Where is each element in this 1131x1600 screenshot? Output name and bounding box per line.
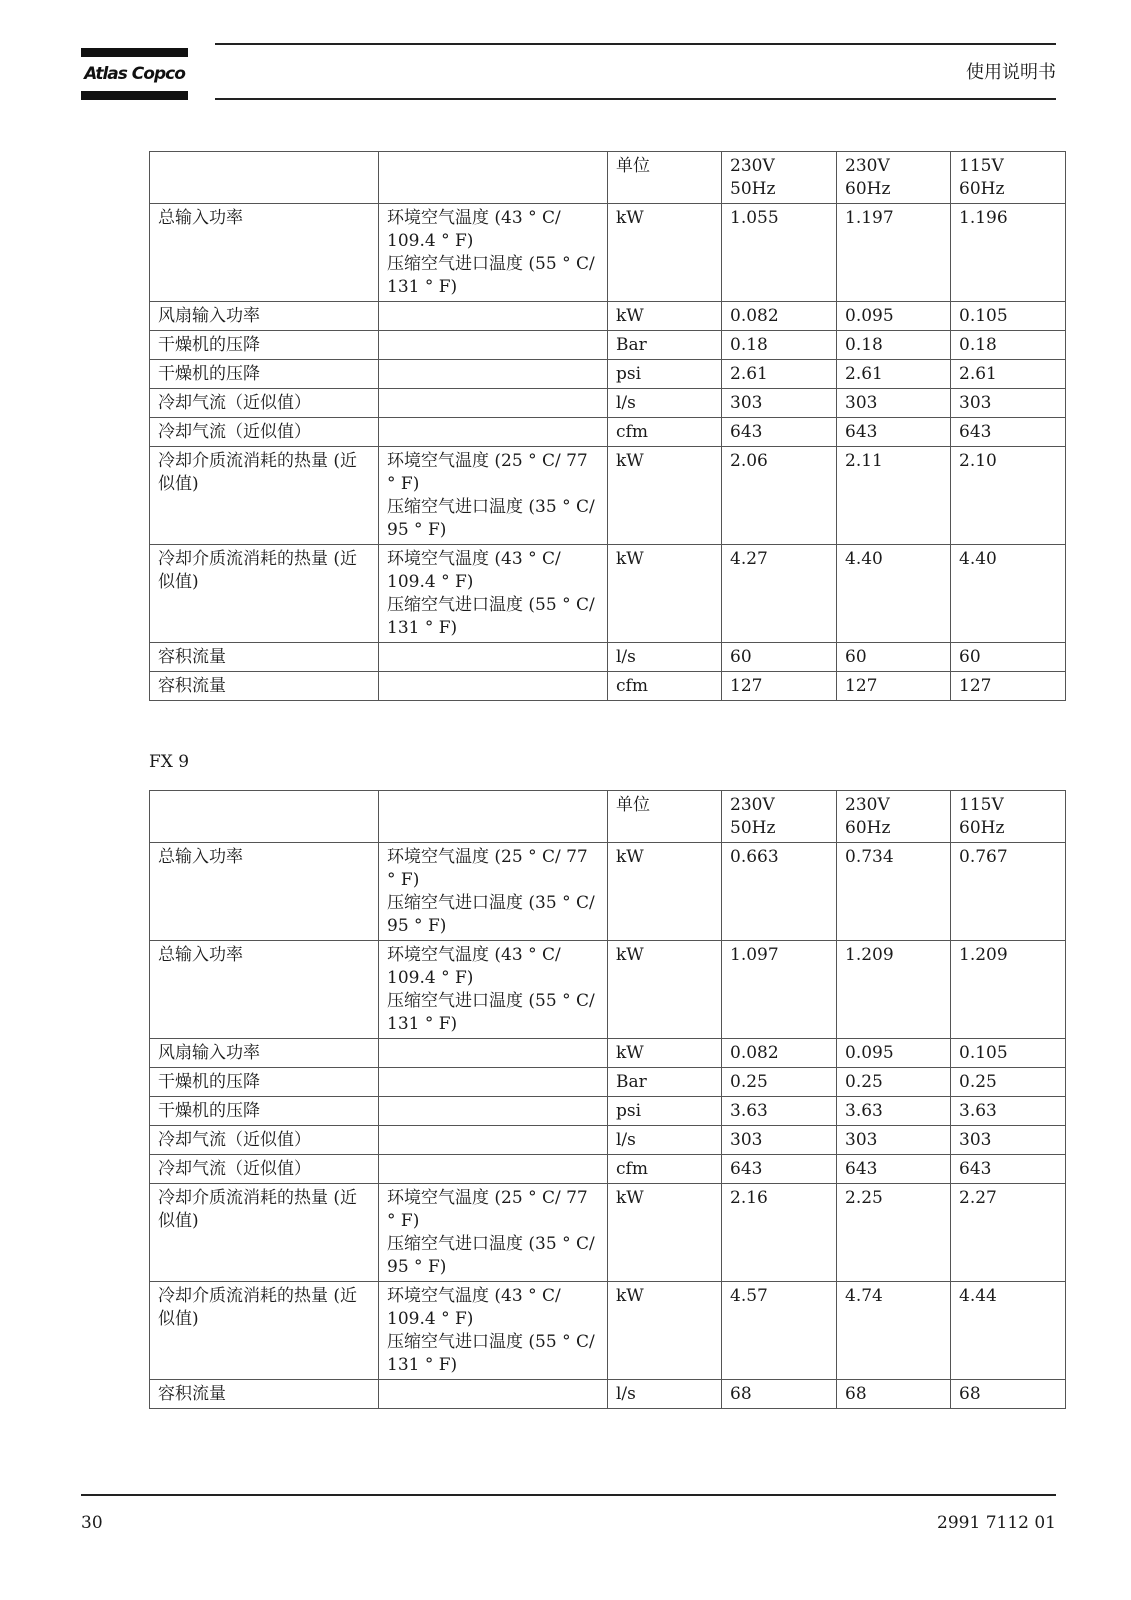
table-cell: 0.082 <box>722 1039 837 1068</box>
table-cell <box>379 643 608 672</box>
table-cell: 1.197 <box>837 204 951 302</box>
table-row <box>150 1184 1066 1282</box>
table-cell: psi <box>608 360 722 389</box>
header-cell: 230V 50Hz <box>722 152 837 204</box>
table-cell: 0.18 <box>837 331 951 360</box>
header-cell <box>379 791 608 843</box>
table-cell: 303 <box>837 1126 951 1155</box>
table-cell: 4.40 <box>837 545 951 643</box>
table-cell: 303 <box>722 1126 837 1155</box>
table-cell: 643 <box>722 1155 837 1184</box>
table-cell: 冷却气流（近似值） <box>150 1155 379 1184</box>
table-row <box>150 843 1066 941</box>
table-cell: 68 <box>722 1380 837 1409</box>
table-cell <box>379 360 608 389</box>
table-cell: 环境空气温度 (43 ° C/ 109.4 ° F) 压缩空气进口温度 (55 ° C/ 131 ° F) <box>379 545 608 643</box>
table-cell: 4.27 <box>722 545 837 643</box>
table-row <box>150 447 1066 545</box>
table-cell: cfm <box>608 1155 722 1184</box>
table-cell: 2.06 <box>722 447 837 545</box>
table-cell: 1.209 <box>951 941 1066 1039</box>
table-cell: kW <box>608 1039 722 1068</box>
table-cell <box>379 389 608 418</box>
footer-rule <box>81 1494 1056 1496</box>
table-cell: 总输入功率 <box>150 204 379 302</box>
table-cell: 3.63 <box>951 1097 1066 1126</box>
table-row <box>150 941 1066 1039</box>
table-cell: 68 <box>951 1380 1066 1409</box>
table-cell: 环境空气温度 (43 ° C/ 109.4 ° F) 压缩空气进口温度 (55 ° C/ 131 ° F) <box>379 941 608 1039</box>
table-header-row <box>150 791 1066 843</box>
table-cell: 2.10 <box>951 447 1066 545</box>
table-row <box>150 1155 1066 1184</box>
header-cell: 230V 60Hz <box>837 152 951 204</box>
table-cell: kW <box>608 1184 722 1282</box>
table-row <box>150 204 1066 302</box>
table-cell <box>379 1380 608 1409</box>
table-cell <box>379 672 608 701</box>
table-cell: 0.18 <box>951 331 1066 360</box>
table-row <box>150 545 1066 643</box>
table-cell: cfm <box>608 672 722 701</box>
table-cell: 60 <box>837 643 951 672</box>
table-cell: 2.11 <box>837 447 951 545</box>
table-cell: 冷却介质流消耗的热量 (近似值) <box>150 1184 379 1282</box>
table-cell: 4.44 <box>951 1282 1066 1380</box>
table-cell: 68 <box>837 1380 951 1409</box>
table-cell: 1.196 <box>951 204 1066 302</box>
table-cell: 0.25 <box>722 1068 837 1097</box>
table-cell: 643 <box>951 418 1066 447</box>
table-cell: 0.105 <box>951 1039 1066 1068</box>
table-cell: 643 <box>837 418 951 447</box>
table-cell: 干燥机的压降 <box>150 1068 379 1097</box>
table-cell: 干燥机的压降 <box>150 1097 379 1126</box>
table-cell <box>379 1039 608 1068</box>
header-cell: 230V 60Hz <box>837 791 951 843</box>
table-cell: 3.63 <box>837 1097 951 1126</box>
atlas-copco-logo <box>81 48 188 100</box>
table-cell: 4.57 <box>722 1282 837 1380</box>
table-cell: 风扇输入功率 <box>150 302 379 331</box>
table-row <box>150 643 1066 672</box>
table-cell: 环境空气温度 (25 ° C/ 77 ° F) 压缩空气进口温度 (35 ° C/ 95 ° F) <box>379 843 608 941</box>
table-cell: 0.25 <box>951 1068 1066 1097</box>
table-cell <box>379 1155 608 1184</box>
header-cell: 115V 60Hz <box>951 152 1066 204</box>
table-cell: l/s <box>608 1126 722 1155</box>
table-cell: kW <box>608 843 722 941</box>
table-cell: 2.61 <box>837 360 951 389</box>
table-cell: 容积流量 <box>150 672 379 701</box>
table-row <box>150 389 1066 418</box>
document-number: 2991 7112 01 <box>937 1513 1056 1533</box>
table-cell: kW <box>608 302 722 331</box>
table-cell: 1.055 <box>722 204 837 302</box>
table-cell: 643 <box>951 1155 1066 1184</box>
page-number: 30 <box>81 1513 103 1533</box>
table-cell: l/s <box>608 1380 722 1409</box>
table-cell: 容积流量 <box>150 643 379 672</box>
table-cell: 0.25 <box>837 1068 951 1097</box>
table-cell: kW <box>608 545 722 643</box>
table-cell <box>379 418 608 447</box>
table-row <box>150 302 1066 331</box>
table-cell: kW <box>608 447 722 545</box>
header-cell: 单位 <box>608 152 722 204</box>
spec-table-2 <box>149 790 1066 1409</box>
table-cell <box>379 302 608 331</box>
table-cell: 2.27 <box>951 1184 1066 1282</box>
table-cell: kW <box>608 941 722 1039</box>
table-cell: 1.097 <box>722 941 837 1039</box>
table-cell: 干燥机的压降 <box>150 360 379 389</box>
table-cell: Bar <box>608 1068 722 1097</box>
logo-top-bar <box>81 48 188 57</box>
table-row <box>150 331 1066 360</box>
table-cell: 643 <box>837 1155 951 1184</box>
table-row <box>150 1126 1066 1155</box>
table-cell: 0.095 <box>837 1039 951 1068</box>
table-row <box>150 672 1066 701</box>
table-cell: 3.63 <box>722 1097 837 1126</box>
table-cell: 0.095 <box>837 302 951 331</box>
table-row <box>150 1097 1066 1126</box>
header-cell: 单位 <box>608 791 722 843</box>
table-cell: l/s <box>608 389 722 418</box>
table-cell: cfm <box>608 418 722 447</box>
table-cell: 1.209 <box>837 941 951 1039</box>
logo-text: Atlas Copco <box>84 64 185 84</box>
table-cell: 环境空气温度 (25 ° C/ 77 ° F) 压缩空气进口温度 (35 ° C/ 95 ° F) <box>379 1184 608 1282</box>
table-cell: 风扇输入功率 <box>150 1039 379 1068</box>
table-cell: 0.18 <box>722 331 837 360</box>
table-cell: l/s <box>608 643 722 672</box>
table-cell: 冷却气流（近似值） <box>150 1126 379 1155</box>
spec-table-1 <box>149 151 1066 701</box>
header-bottom-rule <box>215 98 1056 100</box>
header-cell <box>150 152 379 204</box>
table-cell: Bar <box>608 331 722 360</box>
table-cell: 环境空气温度 (43 ° C/ 109.4 ° F) 压缩空气进口温度 (55 ° C/ 131 ° F) <box>379 1282 608 1380</box>
table-row <box>150 1282 1066 1380</box>
table-cell: 0.767 <box>951 843 1066 941</box>
table-cell: 643 <box>722 418 837 447</box>
table-cell: 0.105 <box>951 302 1066 331</box>
table-row <box>150 1380 1066 1409</box>
table-cell: 2.61 <box>722 360 837 389</box>
table-cell: 0.663 <box>722 843 837 941</box>
logo-bottom-bar <box>81 91 188 100</box>
header-cell <box>379 152 608 204</box>
table-row <box>150 360 1066 389</box>
document-title: 使用说明书 <box>966 62 1056 83</box>
table-cell: 冷却介质流消耗的热量 (近似值) <box>150 1282 379 1380</box>
table-cell: 总输入功率 <box>150 843 379 941</box>
table-cell: 127 <box>722 672 837 701</box>
table-row <box>150 418 1066 447</box>
table-cell: 4.40 <box>951 545 1066 643</box>
table-cell: psi <box>608 1097 722 1126</box>
table-cell: 环境空气温度 (25 ° C/ 77 ° F) 压缩空气进口温度 (35 ° C/ 95 ° F) <box>379 447 608 545</box>
header-cell <box>150 791 379 843</box>
table-cell: 127 <box>951 672 1066 701</box>
table-cell: 4.74 <box>837 1282 951 1380</box>
table-cell: 303 <box>837 389 951 418</box>
table-cell: 2.61 <box>951 360 1066 389</box>
table-cell: 127 <box>837 672 951 701</box>
table-cell: 60 <box>951 643 1066 672</box>
table-cell <box>379 1126 608 1155</box>
table-cell: kW <box>608 204 722 302</box>
table-cell <box>379 1068 608 1097</box>
table-cell: 0.734 <box>837 843 951 941</box>
table-cell: 303 <box>951 1126 1066 1155</box>
table-cell: 环境空气温度 (43 ° C/ 109.4 ° F) 压缩空气进口温度 (55 ° C/ 131 ° F) <box>379 204 608 302</box>
table-cell: 冷却气流（近似值） <box>150 389 379 418</box>
table-cell: 303 <box>722 389 837 418</box>
table-cell: 0.082 <box>722 302 837 331</box>
header-top-rule <box>215 43 1056 45</box>
table-row <box>150 1068 1066 1097</box>
table-cell: 60 <box>722 643 837 672</box>
table-cell <box>379 1097 608 1126</box>
header-cell: 115V 60Hz <box>951 791 1066 843</box>
header-cell: 230V 50Hz <box>722 791 837 843</box>
table-cell: 303 <box>951 389 1066 418</box>
table-cell: 冷却气流（近似值） <box>150 418 379 447</box>
table-cell: 容积流量 <box>150 1380 379 1409</box>
table-cell: 冷却介质流消耗的热量 (近似值) <box>150 447 379 545</box>
table-cell: 2.25 <box>837 1184 951 1282</box>
table-cell: 总输入功率 <box>150 941 379 1039</box>
table-cell: 干燥机的压降 <box>150 331 379 360</box>
section-title-fx9: FX 9 <box>149 752 190 772</box>
table-cell: 2.16 <box>722 1184 837 1282</box>
table-cell <box>379 331 608 360</box>
table-cell: 冷却介质流消耗的热量 (近似值) <box>150 545 379 643</box>
table-header-row <box>150 152 1066 204</box>
table-cell: kW <box>608 1282 722 1380</box>
table-row <box>150 1039 1066 1068</box>
